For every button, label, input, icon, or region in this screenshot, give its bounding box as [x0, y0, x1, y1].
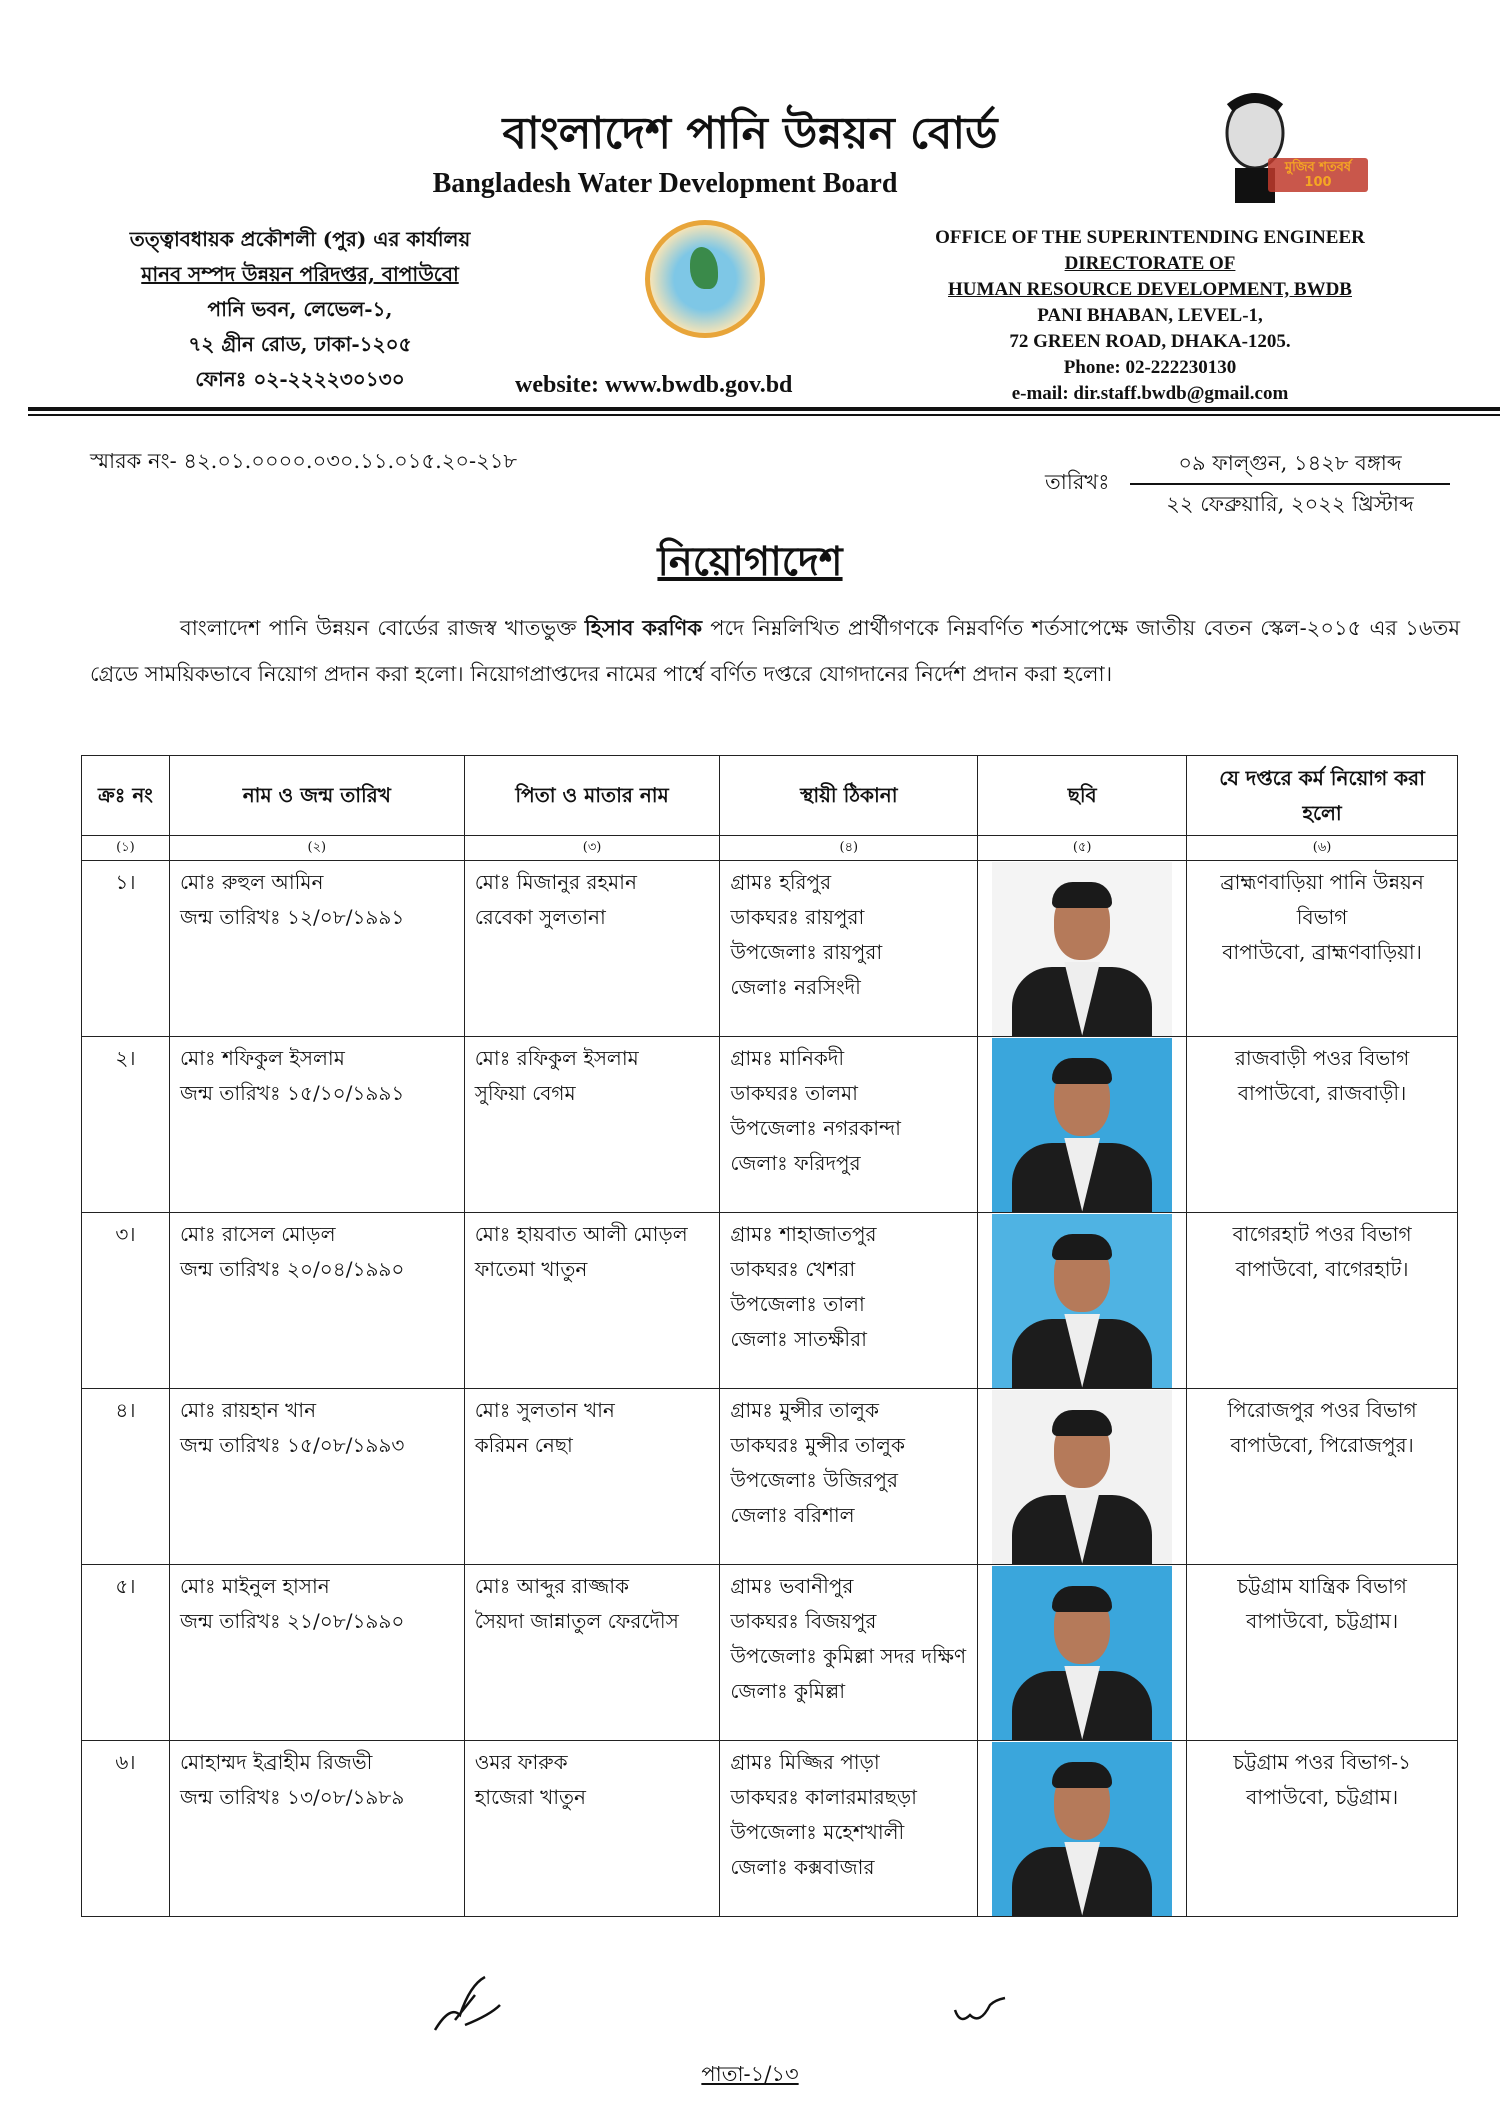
serial-cell: ৬। [82, 1741, 170, 1917]
cell-line: বাপাউবো, বাগেরহাট। [1235, 1257, 1409, 1281]
email-line: e-mail: dir.staff.bwdb@gmail.com [1011, 383, 1289, 404]
column-header: ছবি [978, 756, 1187, 836]
address-line: OFFICE OF THE SUPERINTENDING ENGINEER [935, 227, 1365, 248]
serial-cell: ৫। [82, 1565, 170, 1741]
address-line: Phone: 02-222230130 [1063, 357, 1237, 378]
cell-line: জেলাঃ বরিশাল [730, 1503, 855, 1527]
column-header: যে দপ্তরে কর্ম নিয়োগ করা হলো [1187, 756, 1458, 836]
name-dob-cell [169, 1389, 464, 1565]
cell-line: মোঃ হায়বাত আলী মোড়ল [474, 1222, 688, 1246]
column-number: (২) [169, 836, 464, 861]
initial [950, 1990, 1010, 2030]
column-number: (৩) [464, 836, 720, 861]
cell-line: ব্রাহ্মণবাড়িয়া পানি উন্নয়ন বিভাগ [1220, 870, 1424, 929]
cell-line: রাজবাড়ী পওর বিভাগ [1234, 1046, 1410, 1070]
cell-line: গ্রামঃ মিজ্জির পাড়া [730, 1750, 880, 1774]
cell-line: মোঃ মিজানুর রহমান [474, 870, 637, 894]
table-row [82, 1565, 1458, 1741]
serial-cell: ৪। [82, 1389, 170, 1565]
serial-cell: ২। [82, 1037, 170, 1213]
name-dob-cell [169, 1565, 464, 1741]
address-line: ৭২ গ্রীন রোড, ঢাকা-১২০৫ [188, 332, 412, 356]
cell-line: উপজেলাঃ কুমিল্লা সদর দক্ষিণ [730, 1644, 967, 1668]
cell-line: চট্টগ্রাম যান্ত্রিক বিভাগ [1237, 1574, 1407, 1598]
address-cell [720, 1213, 978, 1389]
appointee-table [81, 755, 1458, 1917]
photo-cell [978, 861, 1187, 1037]
cell-line: বাপাউবো, পিরোজপুর। [1230, 1433, 1414, 1457]
parents-cell [464, 1213, 720, 1389]
cell-line: রেবেকা সুলতানা [474, 905, 606, 929]
address-line: PANI BHABAN, LEVEL-1, [1037, 305, 1263, 326]
address-cell [720, 1037, 978, 1213]
date-of-birth: জন্ম তারিখঃ ১২/০৮/১৯৯১ [179, 905, 405, 929]
cell-line: গ্রামঃ হরিপুর [730, 870, 832, 894]
posting-office-cell [1187, 861, 1458, 1037]
cell-line: বাপাউবো, রাজবাড়ী। [1237, 1081, 1407, 1105]
cell-line: ওমর ফারুক [474, 1750, 568, 1774]
table-row [82, 1213, 1458, 1389]
address-cell [720, 861, 978, 1037]
office-address-bangla [100, 222, 500, 397]
date-divider [1130, 483, 1450, 485]
cell-line: গ্রামঃ মানিকদী [730, 1046, 845, 1070]
address-line: পানি ভবন, লেভেল-১, [207, 297, 393, 321]
mujib-centenary-badge-text: মুজিব শতবর্ষ 100 [1268, 158, 1368, 192]
address-line: তত্ত্বাবধায়ক প্রকৌশলী (পুর) এর কার্যালয় [129, 227, 471, 251]
column-number: (১) [82, 836, 170, 861]
order-paragraph [90, 605, 1460, 697]
date-label: তারিখঃ [1045, 470, 1110, 494]
cell-line: গ্রামঃ শাহাজাতপুর [730, 1222, 877, 1246]
cell-line: বাপাউবো, চট্টগ্রাম। [1246, 1609, 1399, 1633]
name-dob-cell [169, 1741, 464, 1917]
header-divider [28, 407, 1500, 411]
table-row [82, 1741, 1458, 1917]
posting-office-cell [1187, 1389, 1458, 1565]
column-header: স্থায়ী ঠিকানা [720, 756, 978, 836]
address-line: DIRECTORATE OF [1064, 253, 1236, 274]
column-number: (৫) [978, 836, 1187, 861]
name-dob-cell [169, 1213, 464, 1389]
cell-line: ডাকঘরঃ রায়পুরা [730, 905, 865, 929]
address-cell [720, 1389, 978, 1565]
address-cell [720, 1741, 978, 1917]
cell-line: পিরোজপুর পওর বিভাগ [1227, 1398, 1417, 1422]
appointee-photo [992, 1566, 1172, 1740]
date-english: ২২ ফেব্রুয়ারি, ২০২২ খ্রিস্টাব্দ [1166, 492, 1414, 516]
cell-line: ডাকঘরঃ কালারমারছড়া [730, 1785, 917, 1809]
date-of-birth: জন্ম তারিখঃ ১৫/১০/১৯৯১ [179, 1081, 405, 1105]
cell-line: মোঃ সুলতান খান [474, 1398, 615, 1422]
column-header: পিতা ও মাতার নাম [464, 756, 720, 836]
signature [430, 1975, 510, 2035]
posting-office-cell [1187, 1213, 1458, 1389]
name-dob-cell [169, 1037, 464, 1213]
table-header [82, 756, 1458, 836]
title-bangla: বাংলাদেশ পানি উন্নয়ন বোর্ড [502, 108, 998, 159]
cell-line: উপজেলাঃ মহেশখালী [730, 1820, 905, 1844]
serial-cell: ৩। [82, 1213, 170, 1389]
website-link[interactable]: website: www.bwdb.gov.bd [515, 372, 793, 398]
appointee-photo [992, 1038, 1172, 1212]
office-address-english [870, 225, 1430, 407]
column-numbers [82, 836, 1458, 861]
post-name: হিসাব করণিক [584, 615, 703, 640]
date-of-birth: জন্ম তারিখঃ ১৫/০৮/১৯৯৩ [179, 1433, 405, 1457]
photo-cell [978, 1037, 1187, 1213]
photo-cell [978, 1565, 1187, 1741]
cell-line: বাগেরহাট পওর বিভাগ [1232, 1222, 1412, 1246]
table-row [82, 861, 1458, 1037]
appointee-name: মোঃ শফিকুল ইসলাম [179, 1046, 345, 1070]
serial-cell: ১। [82, 861, 170, 1037]
cell-line: করিমন নেছা [474, 1433, 573, 1457]
header-divider [28, 414, 1500, 416]
appointee-name: মোঃ রাসেল মোড়ল [179, 1222, 336, 1246]
appointee-photo [992, 1390, 1172, 1564]
cell-line: চট্টগ্রাম পওর বিভাগ-১ [1233, 1750, 1411, 1774]
address-line: ফোনঃ ০২-২২২২৩০১৩০ [195, 367, 405, 391]
column-header: ক্রঃ নং [82, 756, 170, 836]
column-header: নাম ও জন্ম তারিখ [169, 756, 464, 836]
name-dob-cell [169, 861, 464, 1037]
cell-line: গ্রামঃ মুন্সীর তালুক [730, 1398, 879, 1422]
cell-line: মোঃ আব্দুর রাজ্জাক [474, 1574, 630, 1598]
cell-line: জেলাঃ কুমিল্লা [730, 1679, 845, 1703]
date-of-birth: জন্ম তারিখঃ ২০/০৪/১৯৯০ [179, 1257, 405, 1281]
photo-cell [978, 1213, 1187, 1389]
parents-cell [464, 1741, 720, 1917]
table-row [82, 1037, 1458, 1213]
address-cell [720, 1565, 978, 1741]
cell-line: হাজেরা খাতুন [474, 1785, 586, 1809]
page-number: পাতা-১/১৩ [701, 2062, 799, 2086]
posting-office-cell [1187, 1741, 1458, 1917]
cell-line: ডাকঘরঃ মুন্সীর তালুক [730, 1433, 905, 1457]
para-text: পদে নিম্নলিখিত প্রার্থীগণকে নিম্নবর্ণিত শর্তসাপেক্ষে জাতীয় বেতন স্কেল-২০১৫ এর ১৬তম গ্রেডে সাময়িকভাবে নিয়োগ প্রদান করা হলো। নিয়োগপ্রাপ্তদের নামের পার্শ্বে বর্ণিত দপ্তরে যোগদানের নির্দেশ প্রদান করা হলো। [90, 616, 1460, 686]
date-of-birth: জন্ম তারিখঃ ১৩/০৮/১৯৮৯ [179, 1785, 405, 1809]
posting-office-cell [1187, 1037, 1458, 1213]
table-row [82, 1389, 1458, 1565]
memo-number: স্মারক নং- ৪২.০১.০০০০.০৩০.১১.০১৫.২০-২১৮ [90, 449, 518, 473]
para-text: বাংলাদেশ পানি উন্নয়ন বোর্ডের রাজস্ব খাতভুক্ত [180, 616, 585, 640]
address-line: মানব সম্পদ উন্নয়ন পরিদপ্তর, বাপাউবো [141, 262, 459, 286]
cell-line: ফাতেমা খাতুন [474, 1257, 588, 1281]
cell-line: উপজেলাঃ নগরকান্দা [730, 1116, 901, 1140]
photo-cell [978, 1389, 1187, 1565]
cell-line: বাপাউবো, চট্টগ্রাম। [1246, 1785, 1399, 1809]
parents-cell [464, 1389, 720, 1565]
appointee-name: মোহাম্মদ ইব্রাহীম রিজভী [179, 1750, 373, 1774]
posting-office-cell [1187, 1565, 1458, 1741]
cell-line: ডাকঘরঃ বিজয়পুর [730, 1609, 877, 1633]
appointee-photo [992, 1214, 1172, 1388]
cell-line: ডাকঘরঃ তালমা [730, 1081, 858, 1105]
cell-line: উপজেলাঃ উজিরপুর [730, 1468, 899, 1492]
appointee-name: মোঃ মাইনুল হাসান [179, 1574, 330, 1598]
column-number: (৪) [720, 836, 978, 861]
column-number: (৬) [1187, 836, 1458, 861]
parents-cell [464, 1565, 720, 1741]
parents-cell [464, 1037, 720, 1213]
cell-line: জেলাঃ নরসিংদী [730, 975, 861, 999]
cell-line: উপজেলাঃ তালা [730, 1292, 865, 1316]
document-heading: নিয়োগাদেশ [657, 538, 843, 585]
cell-line: বাপাউবো, ব্রাহ্মণবাড়িয়া। [1222, 940, 1422, 964]
photo-cell [978, 1741, 1187, 1917]
address-line: HUMAN RESOURCE DEVELOPMENT, BWDB [948, 279, 1352, 300]
cell-line: সুফিয়া বেগম [474, 1081, 576, 1105]
cell-line: গ্রামঃ ভবানীপুর [730, 1574, 854, 1598]
appointee-name: মোঃ রায়হান খান [179, 1398, 317, 1422]
cell-line: ডাকঘরঃ খেশরা [730, 1257, 856, 1281]
cell-line: উপজেলাঃ রায়পুরা [730, 940, 883, 964]
appointee-photo [992, 862, 1172, 1036]
date-bangla: ০৯ ফাল্গুন, ১৪২৮ বঙ্গাব্দ [1178, 451, 1402, 475]
cell-line: জেলাঃ ফরিদপুর [730, 1151, 861, 1175]
cell-line: জেলাঃ সাতক্ষীরা [730, 1327, 867, 1351]
cell-line: জেলাঃ কক্সবাজার [730, 1855, 875, 1879]
appointee-name: মোঃ রুহুল আমিন [179, 870, 324, 894]
cell-line: মোঃ রফিকুল ইসলাম [474, 1046, 639, 1070]
parents-cell [464, 861, 720, 1037]
address-line: 72 GREEN ROAD, DHAKA-1205. [1009, 331, 1291, 352]
cell-line: সৈয়দা জান্নাতুল ফেরদৌস [474, 1609, 679, 1633]
title-english: Bangladesh Water Development Board [432, 168, 898, 199]
bwdb-logo [645, 220, 765, 338]
appointee-photo [992, 1742, 1172, 1916]
date-of-birth: জন্ম তারিখঃ ২১/০৮/১৯৯০ [179, 1609, 405, 1633]
